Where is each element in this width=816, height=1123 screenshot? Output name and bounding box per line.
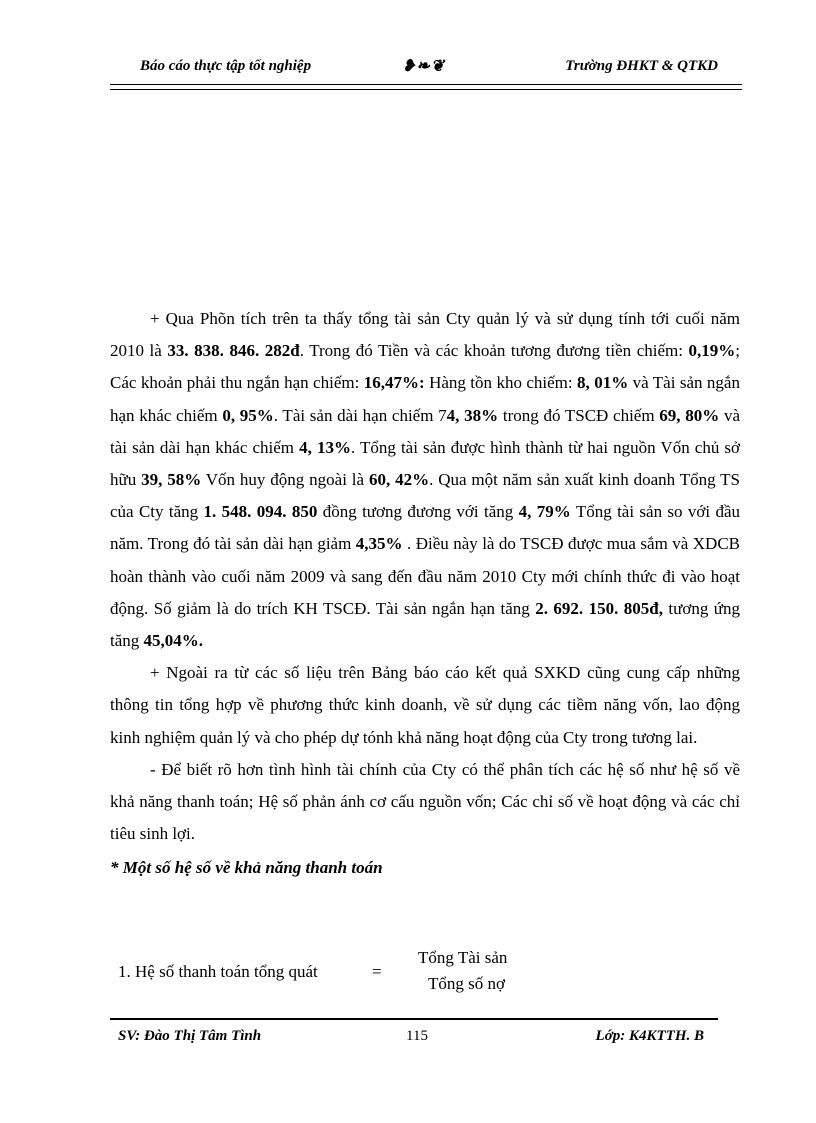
text-run: . Qua một năm sản xuất kinh doanh Tổng TS của Cty tăng [110, 470, 741, 522]
bold-figure: 0, 95% [222, 405, 274, 425]
formula-denominator: Tổng số nợ [428, 974, 505, 993]
paragraph-business-results: + Ngoài ra từ các số liệu trên Bảng báo cáo kết quả SXKD cũng cung cấp những thông tin tổng hợp về phương thức kinh doanh, về sử dụng các tiềm năng vốn, lao động kinh nghiệm quản lý và cho phép dự tónh khả năng hoạt động của Cty trong tương lai. [110, 663, 740, 747]
page-footer [118, 1028, 718, 1048]
formula-name: 1. Hệ số thanh toán tổng quát [118, 962, 318, 981]
text-run: đồng tương đương với tăng [317, 502, 519, 522]
text-run: trong đó TSCĐ chiếm [498, 405, 660, 425]
bold-figure: 8, 01% [577, 373, 629, 393]
formula-equals: = [372, 962, 382, 981]
bold-figure: 16,47%: [363, 373, 425, 393]
text-run: và Tài sản ngắn hạn khác chiếm [110, 373, 740, 425]
text-run: . Tài sản dài hạn chiếm 7 [273, 405, 447, 425]
paragraph-financial-ratios: - Để biết rõ hơn tình hình tài chính của Cty có thể phân tích các hệ số như hệ số về khả năng thanh toán; Hệ số phản ánh cơ cấu nguồn vốn; Các chỉ số về hoạt động và các chỉ tiêu sinh lợi. [110, 759, 740, 844]
bold-figure: 0,19% [688, 341, 736, 361]
header-rule-bottom [110, 89, 742, 90]
text-run: Tổng tài sản so với đầu năm. Trong đó tài sản dài hạn giảm [110, 502, 741, 554]
text-run: + Qua Phõn tích trên ta thấy tổng tài sản Cty quản lý và sử dụng tính tới cuối năm 2010 là [110, 309, 740, 361]
header-report-title: Báo cáo thực tập tốt nghiệp [140, 58, 312, 74]
paragraph-asset-analysis [110, 303, 740, 657]
text-run: . Tổng tài sản được hình thành từ hai nguồn Vốn chủ sở hữu [110, 437, 741, 490]
text-run: tương ứng tăng [110, 598, 740, 651]
bold-figure: 1. 548. 094. 850 [203, 502, 318, 522]
text-run: và tài sản dài hạn khác chiếm [110, 405, 741, 457]
bold-figure: 4, 13% [299, 437, 351, 457]
footer-rule [110, 1018, 718, 1020]
header-ornament-icon: ❥❧❦ [402, 58, 446, 75]
footer-class-name: Lớp: K4KTTH. B [595, 1028, 704, 1044]
text-run: . Điều này là do TSCĐ được mua sắm và XDCB hoàn thành vào cuối năm 2009 và sang đến đầu năm 2010 Cty mới chính thức đi vào hoạt động. Số giảm là do trích KH TSCĐ. Tài sản ngắn hạn tăng [110, 534, 740, 618]
bold-figure: 39, 58% [141, 470, 202, 490]
bold-figure: 2. 692. 150. 805đ, [535, 598, 663, 618]
bold-figure: 60, 42% [368, 470, 430, 490]
bold-figure: 69, 80% [659, 405, 720, 425]
footer-student-name: SV: Đào Thị Tâm Tình [118, 1028, 262, 1044]
text-run: Vốn huy động ngoài là [201, 470, 369, 490]
page-number: 115 [406, 1028, 428, 1044]
formula-numerator: Tổng Tài sản [418, 948, 508, 967]
text-run: Hàng tồn kho chiếm: [424, 373, 578, 393]
document-body [110, 303, 740, 885]
bold-figure: 4, 38% [446, 405, 499, 425]
bold-figure: 4, 79% [518, 502, 571, 522]
bold-figure: 45,04%. [143, 631, 204, 651]
bold-figure: 4,35% [355, 534, 403, 554]
bold-figure: 33. 838. 846. 282đ [167, 341, 300, 361]
page-header [140, 58, 740, 80]
header-school-name: Trường ĐHKT & QTKD [565, 58, 718, 74]
header-rule-top [110, 84, 742, 85]
text-run: ; Các khoản phải thu ngắn hạn chiếm: [110, 341, 740, 393]
text-run: . Trong đó Tiền và các khoản tương đương tiền chiếm: [299, 341, 689, 361]
section-heading: * Một số hệ số về khả năng thanh toán [110, 858, 383, 878]
formula-general-solvency [118, 948, 618, 998]
